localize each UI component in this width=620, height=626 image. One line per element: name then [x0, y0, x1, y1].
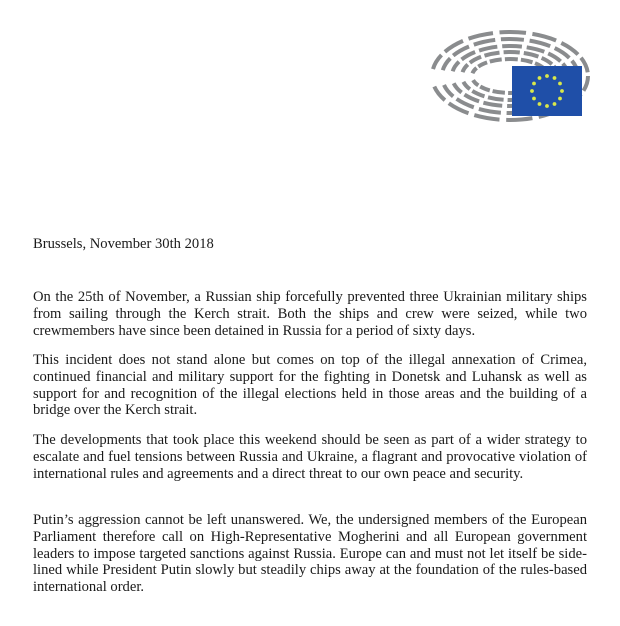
date-line: Brussels, November 30th 2018 — [33, 236, 214, 252]
hemicycle-seat-row — [483, 103, 502, 106]
hemicycle-seat-row — [473, 68, 477, 73]
eu-star-icon — [532, 82, 536, 86]
paragraph-1: On the 25th of November, a Russian ship forcefully prevented three Ukrainian military ships from sailing through the Kerch strait. Both the ships and crew were seized, while two crewmembers have since been detained in Russia for a period of sixty days. — [33, 289, 587, 339]
hemicycle-seat-row — [443, 58, 451, 70]
paragraph-3: The developments that took place this weekend should be seen as part of a wider strategy to escalate and fuel tensions between Russia and Ukraine, a flagrant and provocative violation of international rules and agreements and a direct threat to our own peace and security. — [33, 432, 587, 482]
hemicycle-seat-row — [472, 91, 484, 96]
hemicycle-seat-row — [465, 95, 480, 102]
eu-star-icon — [558, 97, 562, 101]
eu-flag-icon — [512, 66, 582, 116]
hemicycle-seat-row — [463, 65, 468, 73]
hemicycle-icon — [428, 26, 590, 122]
hemicycle-seat-row — [504, 52, 520, 53]
eu-star-icon — [558, 82, 562, 86]
hemicycle-seat-row — [584, 76, 589, 91]
hemicycle-seat-row — [581, 58, 588, 73]
hemicycle-seat-row — [521, 60, 533, 63]
hemicycle-seat-row — [478, 62, 487, 66]
european-parliament-logo — [428, 26, 590, 122]
hemicycle-seat-row — [469, 33, 494, 39]
hemicycle-seat-row — [530, 41, 551, 47]
hemicycle-seat-row — [490, 59, 502, 61]
eu-star-icon — [553, 102, 557, 106]
hemicycle-seat-row — [474, 115, 499, 120]
hemicycle-seat-row — [502, 46, 522, 47]
paragraph-2: This incident does not stand alone but comes on top of the illegal annexation of Crimea, continued financial and military support for the fighting in Donetsk and Luhansk as well as support for and recognition of the illegal elections held in those areas and the building of a bridge over the Kerch strait. — [33, 352, 587, 419]
hemicycle-seat-row — [434, 87, 445, 101]
hemicycle-seat-row — [453, 62, 459, 72]
eu-star-icon — [545, 74, 549, 78]
hemicycle-seat-row — [532, 34, 556, 41]
eu-star-icon — [560, 89, 564, 93]
hemicycle-seat-row — [470, 57, 481, 63]
hemicycle-seat-row — [479, 109, 501, 113]
hemicycle-seat-row — [488, 97, 504, 100]
hemicycle-seat-row — [500, 32, 527, 33]
hemicycle-seat-row — [474, 40, 495, 45]
hemicycle-seat-row — [493, 91, 505, 93]
hemicycle-seat-row — [473, 80, 478, 85]
eu-star-icon — [532, 97, 536, 101]
eu-star-icon — [530, 89, 534, 93]
eu-star-icon — [538, 76, 542, 80]
hemicycle-seat-row — [433, 55, 442, 69]
hemicycle-seat-row — [524, 53, 539, 57]
hemicycle-seat-row — [485, 53, 500, 56]
eu-star-icon — [545, 104, 549, 108]
hemicycle-seat-row — [479, 47, 497, 51]
hemicycle-seat-row — [463, 82, 470, 89]
hemicycle-seat-row — [454, 83, 462, 92]
eu-star-icon — [538, 102, 542, 106]
hemicycle-seat-row — [506, 118, 532, 120]
hemicycle-seat-row — [480, 87, 490, 91]
hemicycle-seat-row — [542, 58, 552, 64]
hemicycle-seat-row — [444, 85, 453, 97]
paragraph-4: Putin’s aggression cannot be left unanswered. We, the undersigned members of the European Parliament therefore call on High-Representative Mogherini and all European government leaders to impose targeted sanctions against Russia. Europe can and must not let itself be side-lined while President Putin slowly but steadily chips away at the foundation of the rules-based international order. — [33, 512, 587, 596]
eu-star-icon — [553, 76, 557, 80]
hemicycle-seat-row — [527, 47, 545, 52]
hemicycle-seat-row — [548, 53, 560, 61]
hemicycle-seat-row — [501, 39, 524, 40]
